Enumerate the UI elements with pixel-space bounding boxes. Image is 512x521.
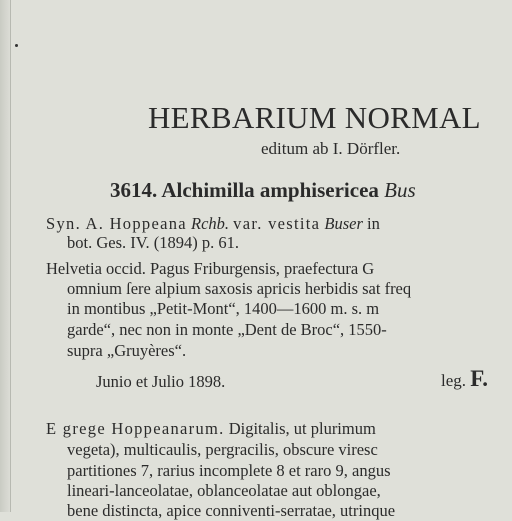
collector-initial: F. xyxy=(470,366,488,391)
description-group: E grege Hoppeanarum. xyxy=(46,419,225,438)
synonym-variety: var. vestita xyxy=(233,214,321,233)
species-name: Alchimilla amphisericea xyxy=(161,178,379,202)
description-line-1 xyxy=(46,419,376,439)
herbarium-title: HERBARIUM NORMAL xyxy=(148,100,481,135)
editor-subtitle: editum ab I. Dörfler. xyxy=(261,139,401,158)
page-edge-line xyxy=(10,0,11,512)
locality-line-1: Helvetia occid. Pagus Friburgensis, praefectura G xyxy=(46,259,375,278)
locality-line-5: supra „Gruyères“. xyxy=(67,341,187,360)
synonym-line-2: bot. Ges. IV. (1894) p. 61. xyxy=(67,233,240,252)
synonym-author: Rchb. xyxy=(191,214,230,233)
species-entry xyxy=(110,178,416,203)
synonym-variety-author: Buser xyxy=(324,214,363,233)
description-text: Digitalis, ut plurimum xyxy=(228,419,376,438)
description-line-3: partitiones 7, rarius incomplete 8 et raro 9, angus xyxy=(67,461,391,480)
locality-line-4: garde“, nec non in monte „Dent de Broc“, 1550- xyxy=(67,320,387,339)
synonym-line-1 xyxy=(46,214,380,234)
description-line-2: vegeta), multicaulis, pergracilis, obscure viresc xyxy=(67,440,378,459)
entry-number: 3614. xyxy=(110,178,158,202)
synonym-text: Syn. A. Hoppeana xyxy=(46,214,187,233)
collector xyxy=(441,366,488,392)
species-author: Bus xyxy=(384,178,416,202)
collection-date: Junio et Julio 1898. xyxy=(96,372,226,391)
leg-label: leg. xyxy=(441,371,467,390)
description-line-4: lineari-lanceolatae, oblanceolatae aut oblongae, xyxy=(67,481,381,500)
description-line-5: bene distincta, apice conniventi-serratae, utrinque xyxy=(67,501,396,520)
synonym-in: in xyxy=(367,214,380,233)
ink-dot xyxy=(15,44,18,47)
locality-line-3: in montibus „Petit-Mont“, 1400—1600 m. s. m xyxy=(67,299,380,318)
locality-line-2: omnium ſere alpium saxosis apricis herbidis sat freq xyxy=(67,279,412,298)
page-binding-edge xyxy=(0,0,10,512)
